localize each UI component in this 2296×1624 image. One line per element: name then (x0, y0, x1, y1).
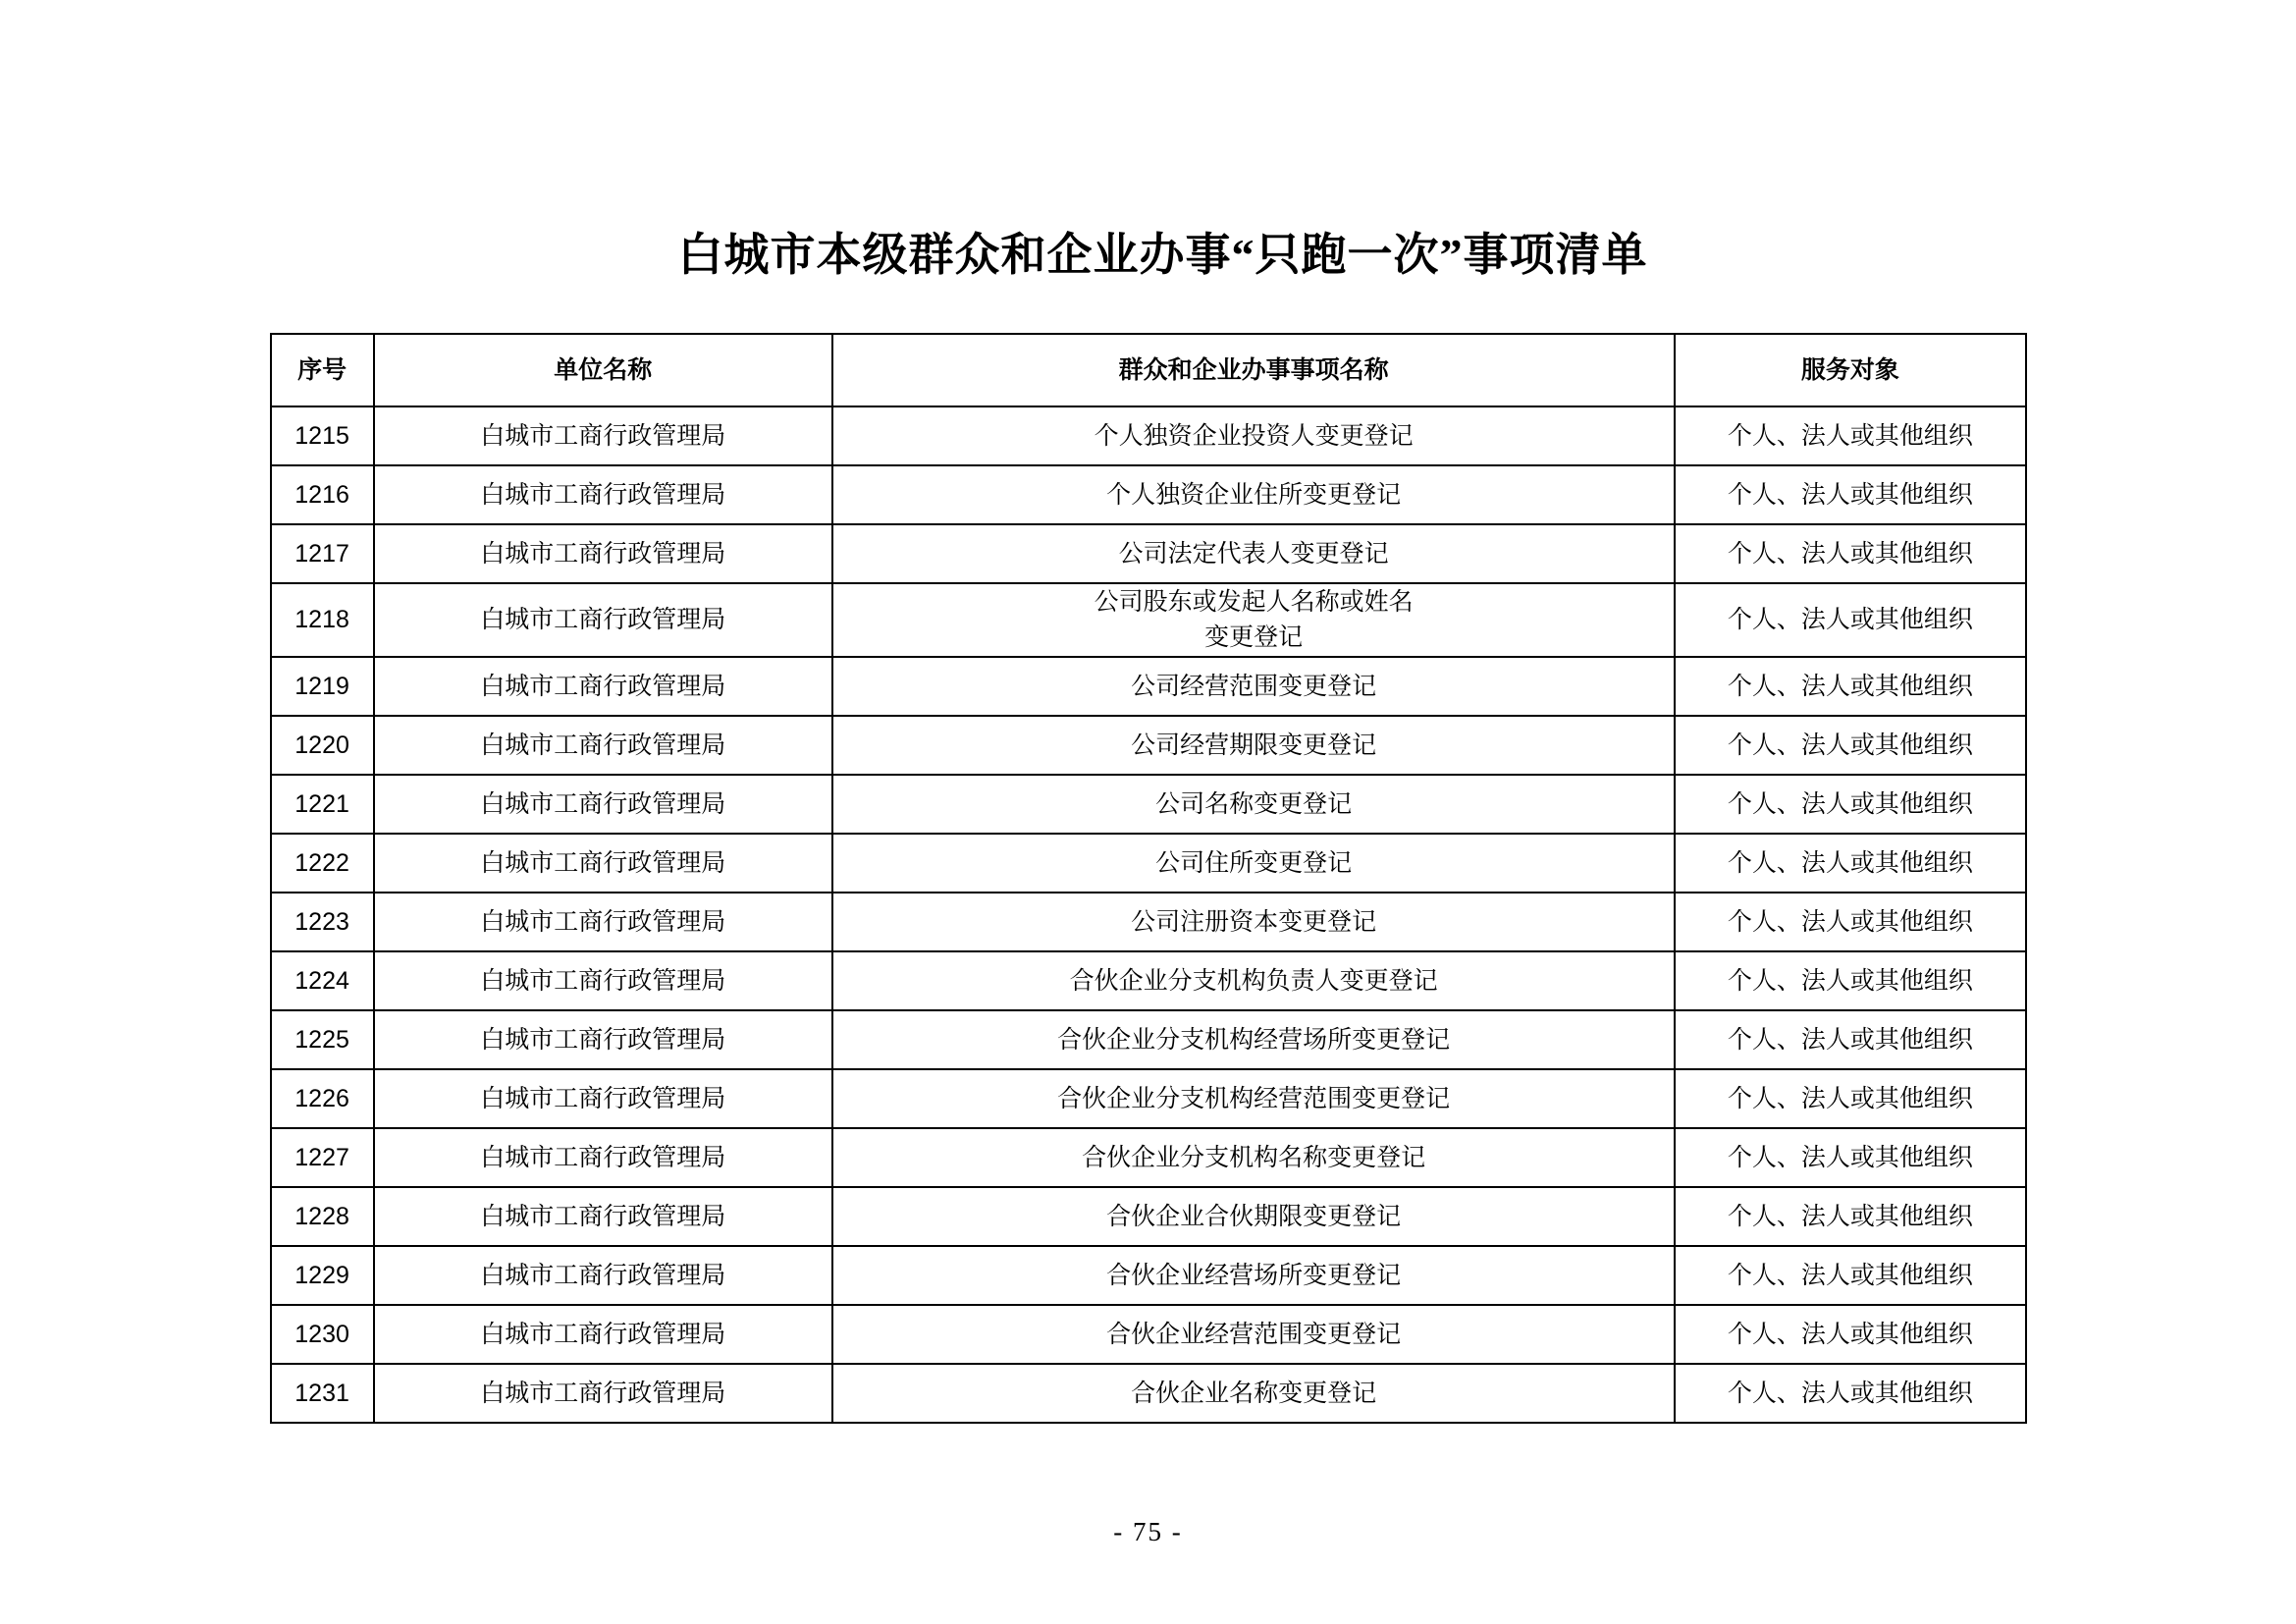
cell-unit: 白城市工商行政管理局 (374, 1069, 832, 1128)
cell-index: 1219 (271, 657, 374, 716)
cell-index: 1224 (271, 951, 374, 1010)
page-title: 白城市本级群众和企业办事“只跑一次”事项清单 (677, 230, 1648, 280)
column-header-item: 群众和企业办事事项名称 (832, 334, 1676, 406)
cell-item: 公司注册资本变更登记 (832, 893, 1676, 951)
cell-target: 个人、法人或其他组织 (1675, 657, 2025, 716)
cell-unit: 白城市工商行政管理局 (374, 657, 832, 716)
table-row (271, 893, 2026, 951)
cell-item (832, 583, 1676, 657)
cell-index: 1222 (271, 834, 374, 893)
table-row (271, 1069, 2026, 1128)
page-number: - 75 - (1113, 1517, 1183, 1546)
cell-item: 公司经营期限变更登记 (832, 716, 1676, 775)
cell-item: 公司经营范围变更登记 (832, 657, 1676, 716)
table-row (271, 716, 2026, 775)
cell-unit: 白城市工商行政管理局 (374, 465, 832, 524)
table-row (271, 951, 2026, 1010)
cell-item: 个人独资企业住所变更登记 (832, 465, 1676, 524)
cell-unit: 白城市工商行政管理局 (374, 1010, 832, 1069)
cell-index: 1226 (271, 1069, 374, 1128)
items-table (270, 333, 2027, 1424)
cell-index: 1216 (271, 465, 374, 524)
cell-unit: 白城市工商行政管理局 (374, 1305, 832, 1364)
cell-target: 个人、法人或其他组织 (1675, 951, 2025, 1010)
table-row (271, 524, 2026, 583)
cell-target: 个人、法人或其他组织 (1675, 1069, 2025, 1128)
cell-index: 1227 (271, 1128, 374, 1187)
cell-target: 个人、法人或其他组织 (1675, 893, 2025, 951)
cell-item: 合伙企业分支机构经营场所变更登记 (832, 1010, 1676, 1069)
table-row (271, 1364, 2026, 1423)
table-row (271, 583, 2026, 657)
table-row (271, 775, 2026, 834)
cell-target: 个人、法人或其他组织 (1675, 775, 2025, 834)
cell-target: 个人、法人或其他组织 (1675, 583, 2025, 657)
cell-unit: 白城市工商行政管理局 (374, 583, 832, 657)
column-header-target: 服务对象 (1675, 334, 2025, 406)
cell-unit: 白城市工商行政管理局 (374, 775, 832, 834)
cell-index: 1217 (271, 524, 374, 583)
cell-index: 1225 (271, 1010, 374, 1069)
cell-index: 1230 (271, 1305, 374, 1364)
cell-unit: 白城市工商行政管理局 (374, 716, 832, 775)
cell-unit: 白城市工商行政管理局 (374, 951, 832, 1010)
cell-target: 个人、法人或其他组织 (1675, 1128, 2025, 1187)
cell-target: 个人、法人或其他组织 (1675, 1187, 2025, 1246)
cell-item-line2: 变更登记 (1204, 623, 1304, 652)
cell-unit: 白城市工商行政管理局 (374, 1364, 832, 1423)
cell-unit: 白城市工商行政管理局 (374, 1246, 832, 1305)
cell-item: 合伙企业分支机构负责人变更登记 (832, 951, 1676, 1010)
cell-target: 个人、法人或其他组织 (1675, 1364, 2025, 1423)
table-row (271, 406, 2026, 465)
cell-item: 合伙企业合伙期限变更登记 (832, 1187, 1676, 1246)
table-row (271, 834, 2026, 893)
cell-index: 1215 (271, 406, 374, 465)
cell-index: 1231 (271, 1364, 374, 1423)
cell-item: 合伙企业名称变更登记 (832, 1364, 1676, 1423)
cell-index: 1229 (271, 1246, 374, 1305)
cell-unit: 白城市工商行政管理局 (374, 1187, 832, 1246)
cell-target: 个人、法人或其他组织 (1675, 1246, 2025, 1305)
cell-target: 个人、法人或其他组织 (1675, 1305, 2025, 1364)
cell-item: 公司住所变更登记 (832, 834, 1676, 893)
cell-unit: 白城市工商行政管理局 (374, 524, 832, 583)
cell-index: 1220 (271, 716, 374, 775)
cell-unit: 白城市工商行政管理局 (374, 1128, 832, 1187)
table-row (271, 1010, 2026, 1069)
table-row (271, 657, 2026, 716)
cell-target: 个人、法人或其他组织 (1675, 834, 2025, 893)
cell-unit: 白城市工商行政管理局 (374, 834, 832, 893)
table-row (271, 1128, 2026, 1187)
cell-target: 个人、法人或其他组织 (1675, 465, 2025, 524)
table-row (271, 1246, 2026, 1305)
cell-item: 公司名称变更登记 (832, 775, 1676, 834)
table-row (271, 1187, 2026, 1246)
cell-item: 合伙企业经营场所变更登记 (832, 1246, 1676, 1305)
cell-target: 个人、法人或其他组织 (1675, 406, 2025, 465)
cell-item: 公司法定代表人变更登记 (832, 524, 1676, 583)
table-row (271, 1305, 2026, 1364)
cell-item: 个人独资企业投资人变更登记 (832, 406, 1676, 465)
cell-index: 1218 (271, 583, 374, 657)
cell-item: 合伙企业分支机构经营范围变更登记 (832, 1069, 1676, 1128)
cell-target: 个人、法人或其他组织 (1675, 524, 2025, 583)
cell-item: 合伙企业分支机构名称变更登记 (832, 1128, 1676, 1187)
table-header-row (271, 334, 2026, 406)
cell-index: 1228 (271, 1187, 374, 1246)
cell-target: 个人、法人或其他组织 (1675, 716, 2025, 775)
cell-item: 合伙企业经营范围变更登记 (832, 1305, 1676, 1364)
cell-target: 个人、法人或其他组织 (1675, 1010, 2025, 1069)
table-body (271, 406, 2026, 1423)
cell-unit: 白城市工商行政管理局 (374, 406, 832, 465)
cell-index: 1221 (271, 775, 374, 834)
table-header (271, 334, 2026, 406)
table-row (271, 465, 2026, 524)
cell-item-line1: 公司股东或发起人名称或姓名 (1094, 588, 1414, 617)
column-header-index: 序号 (271, 334, 374, 406)
cell-unit: 白城市工商行政管理局 (374, 893, 832, 951)
column-header-unit: 单位名称 (374, 334, 832, 406)
cell-index: 1223 (271, 893, 374, 951)
items-table-container (270, 333, 2027, 1424)
